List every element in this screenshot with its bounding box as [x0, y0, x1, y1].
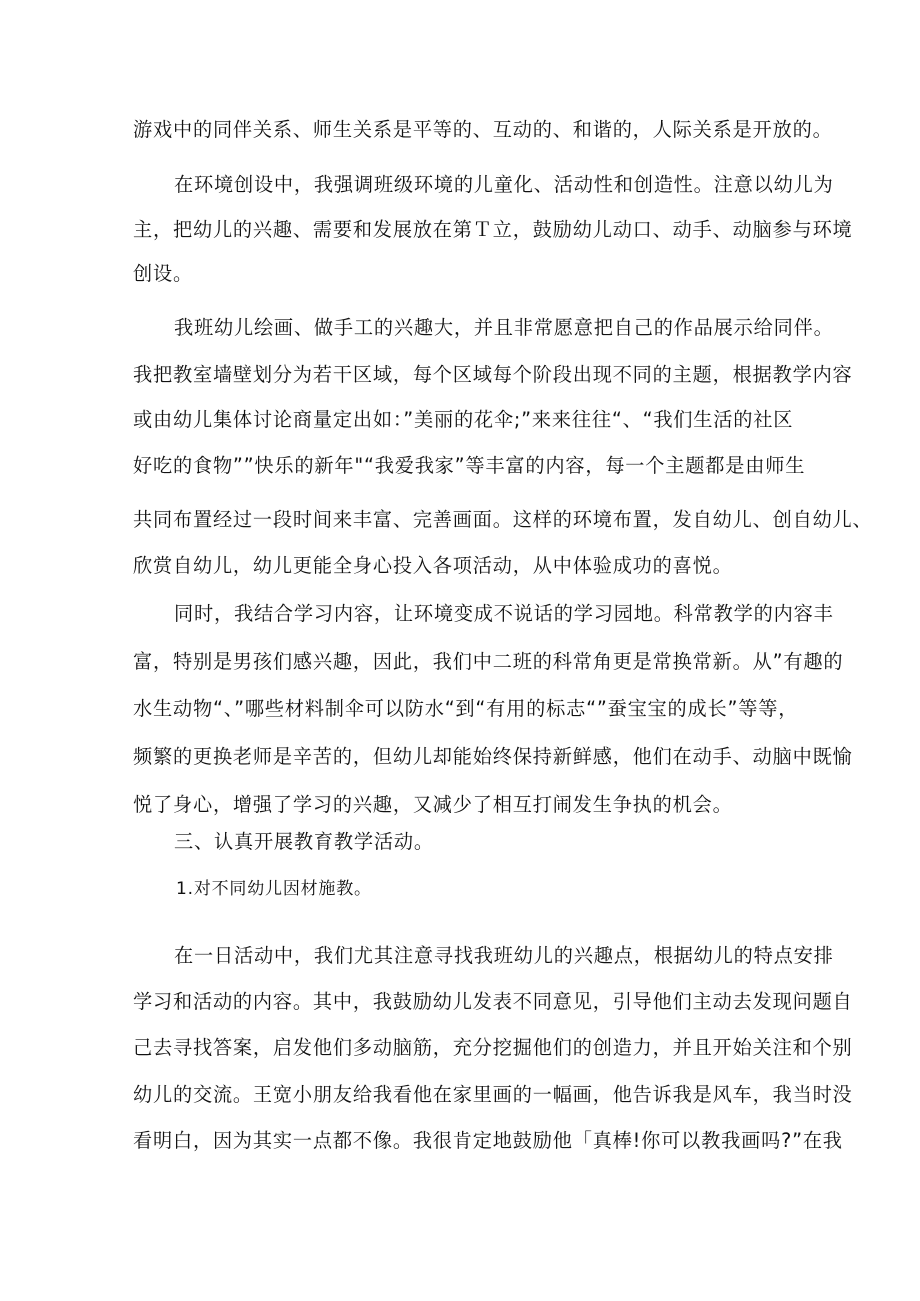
text-line: 好吃的食物””快乐的新年"“我爱我家”等丰富的内容，每一个主题都是由师生: [133, 454, 806, 477]
subsection-heading: 1.对不同幼儿因材施教。: [176, 879, 372, 899]
paragraph-start-line: 在环境创设中，我强调班级环境的儿童化、活动性和创造性。注意以幼儿为: [174, 173, 834, 196]
text-line: 学习和活动的内容。其中，我鼓励幼儿发表不同意见，引导他们主动去发现问题自: [133, 990, 853, 1013]
text-line: 创设。: [133, 262, 193, 285]
text-line: 频繁的更换老师是辛苦的，但幼儿却能始终保持新鲜感，他们在动手、动脑中既愉: [133, 745, 853, 768]
text-line: 己去寻找答案，启发他们多动脑筋，充分挖掘他们的创造力，并且开始关注和个别: [133, 1036, 853, 1059]
text-line: 游戏中的同伴关系、师生关系是平等的、互动的、和谐的，人际关系是开放的。: [133, 118, 833, 141]
text-line: 欣赏自幼儿，幼儿更能全身心投入各项活动，从中体验成功的喜悦。: [133, 554, 733, 577]
paragraph-start-line: 我班幼儿绘画、做手工的兴趣大，并且非常愿意把自己的作品展示给同伴。: [174, 316, 834, 339]
paragraph-start-line: 同时，我结合学习内容，让环境变成不说话的学习园地。科常教学的内容丰: [174, 602, 834, 625]
text-line: 我把教室墙壁划分为若干区域，每个区域每个阶段出现不同的主题，根据教学内容: [133, 363, 853, 386]
paragraph-start-line: 在一日活动中，我们尤其注意寻找我班幼儿的兴趣点，根据幼儿的特点安排: [174, 944, 834, 967]
text-line: 幼儿的交流。王宽小朋友给我看他在家里画的一幅画，他告诉我是风车，我当时没: [133, 1083, 853, 1106]
text-line: 富，特别是男孩们感兴趣，因此，我们中二班的科常角更是常换常新。从”有趣的: [133, 650, 844, 673]
section-heading: 三、认真开展教育教学活动。: [174, 830, 434, 853]
text-line: 主，把幼儿的兴趣、需要和发展放在第Ｔ立，鼓励幼儿动口、动手、动脑参与环境: [133, 218, 853, 241]
text-line: 共同布置经过一段时间来丰富、完善画面。这样的环境布置，发自幼儿、创自幼儿、: [133, 508, 873, 531]
text-line: 看明白，因为其实一点都不像。我很肯定地鼓励他「真棒!你可以教我画吗?”在我: [133, 1129, 843, 1152]
text-line: 悦了身心，增强了学习的兴趣，又减少了相互打闹发生争执的机会。: [133, 793, 733, 816]
text-line: 水生动物“、”哪些材料制伞可以防水“到“有用的标志“”蚕宝宝的成长”等等，: [133, 697, 799, 720]
text-line: 或由幼儿集体讨论商量定出如：”美丽的花伞;”来来往往“、“我们生活的社区: [133, 408, 794, 431]
